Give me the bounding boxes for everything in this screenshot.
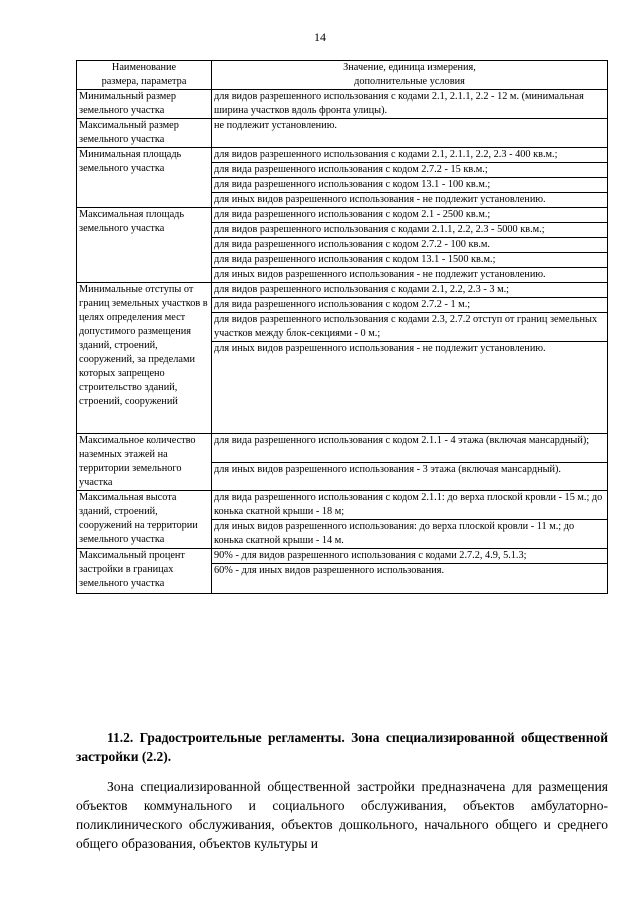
parameter-value: для вида разрешенного использования с кодом 13.1 - 1500 кв.м.; (212, 253, 608, 268)
parameter-value: для иных видов разрешенного использования - 3 этажа (включая мансардный). (212, 462, 608, 491)
table-row (77, 208, 608, 223)
parameter-value: для видов разрешенного использования с кодами 2.1, 2.2, 2.3 - 3 м.; (212, 283, 608, 298)
table-row (77, 434, 608, 463)
parameter-value: для иных видов разрешенного использования - не подлежит установлению. (212, 193, 608, 208)
table-row (77, 283, 608, 298)
parameter-name: Максимальный размер земельного участка (77, 119, 212, 148)
body-paragraph: Зона специализированной общественной застройки предназначена для размещения объектов коммунального и социального обслуживания, объектов амбулаторно-поликлинического обслуживания, объектов дошкольного, начального общего и среднего общего образования, объектов культуры и (76, 779, 608, 851)
parameter-value: для видов разрешенного использования с кодами 2.1, 2.1.1, 2.2, 2.3 - 400 кв.м.; (212, 148, 608, 163)
parameter-value: для вида разрешенного использования с кодом 2.7.2 - 15 кв.м.; (212, 163, 608, 178)
table-row (77, 90, 608, 119)
parameter-value: для видов разрешенного использования с кодами 2.1, 2.1.1, 2.2 - 12 м. (минимальная ширина участков вдоль фронта улицы). (212, 90, 608, 119)
parameter-value: для иных видов разрешенного использования - не подлежит установлению. (212, 268, 608, 283)
parameter-value: для видов разрешенного использования с кодами 2.1.1, 2.2, 2.3 - 5000 кв.м.; (212, 223, 608, 238)
parameter-value: для вида разрешенного использования с кодом 2.1.1 - 4 этажа (включая мансардный); (212, 434, 608, 463)
parameter-name: Минимальные отступы от границ земельных участков в целях определения мест допустимого размещения зданий, строений, сооружений, за пределами которых запрещено строительство зданий, строений, сооружений (77, 283, 212, 434)
parameter-value: для вида разрешенного использования с кодом 2.7.2 - 1 м.; (212, 298, 608, 313)
parameter-value: для иных видов разрешенного использования: до верха плоской кровли - 11 м.; до конька скатной крыши - 14 м. (212, 520, 608, 549)
parameter-value: для вида разрешенного использования с кодом 2.1.1: до верха плоской кровли - 15 м.; до конька скатной крыши - 18 м; (212, 491, 608, 520)
parameter-value: для вида разрешенного использования с кодом 2.1 - 2500 кв.м.; (212, 208, 608, 223)
section-heading: 11.2. Градостроительные регламенты. Зона специализированной общественной застройки (2.2). (76, 730, 608, 764)
parameter-name: Максимальная площадь земельного участка (77, 208, 212, 283)
parameter-name: Минимальный размер земельного участка (77, 90, 212, 119)
parameter-name: Минимальная площадь земельного участка (77, 148, 212, 208)
table-row (77, 148, 608, 163)
parameter-value: для иных видов разрешенного использования - не подлежит установлению. (212, 342, 608, 434)
parameter-value: не подлежит установлению. (212, 119, 608, 148)
parameter-name: Максимальный процент застройки в границах земельного участка (77, 549, 212, 594)
parameter-name: Максимальное количество наземных этажей на территории земельного участка (77, 434, 212, 491)
regulations-table (76, 60, 608, 594)
table-row (77, 119, 608, 148)
parameter-value: для вида разрешенного использования с кодом 13.1 - 100 кв.м.; (212, 178, 608, 193)
table-header-row (77, 61, 608, 90)
parameter-value: 90% - для видов разрешенного использования с кодами 2.7.2, 4.9, 5.1.3; (212, 549, 608, 564)
parameter-value: 60% - для иных видов разрешенного использования. (212, 564, 608, 594)
parameter-value: для вида разрешенного использования с кодом 2.7.2 - 100 кв.м. (212, 238, 608, 253)
header-parameter: Наименование размера, параметра (77, 61, 212, 90)
page-number: 14 (314, 30, 326, 44)
parameter-name: Максимальная высота зданий, строений, сооружений на территории земельного участка (77, 491, 212, 549)
table-row (77, 549, 608, 564)
parameter-value: для видов разрешенного использования с кодами 2.3, 2.7.2 отступ от границ земельных участков между блок-секциями - 0 м.; (212, 313, 608, 342)
header-value: Значение, единица измерения, дополнительные условия (212, 61, 608, 90)
table-row (77, 491, 608, 520)
